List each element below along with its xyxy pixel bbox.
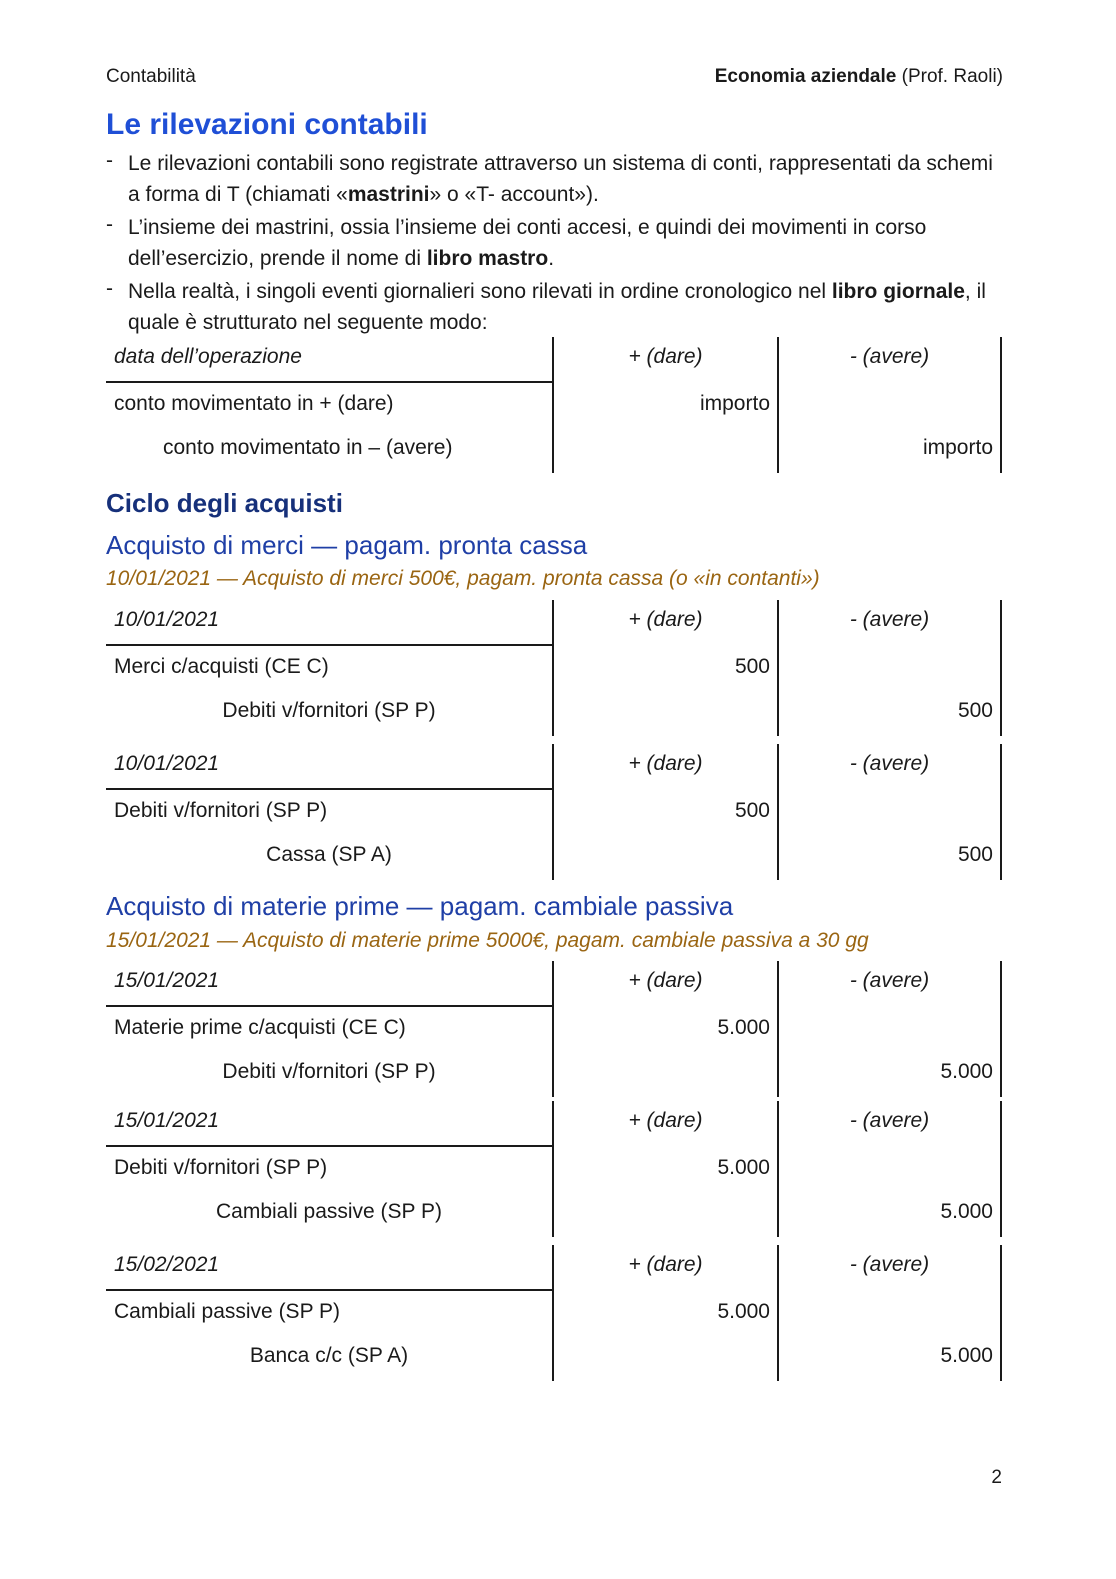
journal-entry <box>106 1101 1002 1237</box>
dare-label: + (dare) <box>628 1253 703 1276</box>
example-text: 15/01/2021 — Acquisto di materie prime 5000€, pagam. cambiale passiva a 30 gg <box>106 929 869 952</box>
debit-account: Debiti v/fornitori (SP P) <box>114 799 328 822</box>
bullet-dash: - <box>106 213 113 236</box>
header-right <box>715 66 1003 88</box>
dare-amount: 500 <box>734 799 770 822</box>
bullet-list <box>106 148 1006 340</box>
credit-account: Cambiali passive (SP P) <box>215 1200 443 1223</box>
dare-amount: 5.000 <box>717 1156 770 1179</box>
avere-amount: 500 <box>957 699 993 722</box>
bullet-item: - Le rilevazioni contabili sono registrate attraverso un sistema di conti, rappresentati da schemi a forma di T (chiamati «mastrini» o «T- account»). <box>106 148 1006 210</box>
entry-date: 15/01/2021 <box>114 969 220 992</box>
entry-date: 15/02/2021 <box>114 1253 220 1276</box>
avere-label: - (avere) <box>849 752 930 775</box>
bullet-item: - Nella realtà, i singoli eventi giornalieri sono rilevati in ordine cronologico nel libro giornale, il quale è strutturato nel seguente modo: <box>106 276 1006 338</box>
example-text: 10/01/2021 — Acquisto di merci 500€, pagam. pronta cassa (o «in contanti») <box>106 567 820 590</box>
dare-amount: 5.000 <box>717 1300 770 1323</box>
dare-label: + (dare) <box>628 1109 703 1132</box>
schema-dare: + (dare) <box>628 345 703 368</box>
dare-label: + (dare) <box>628 969 703 992</box>
avere-label: - (avere) <box>849 1253 930 1276</box>
bullet-dash: - <box>106 149 113 172</box>
avere-label: - (avere) <box>849 969 930 992</box>
journal-entry <box>106 1245 1002 1381</box>
page-title: Le rilevazioni contabili <box>106 108 428 141</box>
dare-amount: 500 <box>734 655 770 678</box>
entry-date: 15/01/2021 <box>114 1109 220 1132</box>
debit-account: Cambiali passive (SP P) <box>114 1300 341 1323</box>
schema-amount-dare: importo <box>699 392 770 415</box>
header-professor: (Prof. Raoli) <box>896 66 1003 87</box>
avere-amount: 5.000 <box>940 1060 993 1083</box>
schema-debit: conto movimentato in + (dare) <box>114 392 394 415</box>
credit-account: Banca c/c (SP A) <box>249 1344 409 1367</box>
subsection-title: Acquisto di materie prime — pagam. cambiale passiva <box>106 891 734 921</box>
credit-account: Debiti v/fornitori (SP P) <box>222 1060 436 1083</box>
bullet-item: - L’insieme dei mastrini, ossia l’insieme dei conti accesi, e quindi dei movimenti in corso dell’esercizio, prende il nome di libro mastro. <box>106 212 1006 274</box>
avere-label: - (avere) <box>849 608 930 631</box>
dare-label: + (dare) <box>628 608 703 631</box>
schema-date: data dell’operazione <box>114 345 302 368</box>
journal-entry <box>106 961 1002 1097</box>
debit-account: Materie prime c/acquisti (CE C) <box>114 1016 406 1039</box>
subsection-title: Acquisto di merci — pagam. pronta cassa <box>106 530 588 560</box>
header-course: Economia aziendale <box>714 66 897 87</box>
avere-amount: 5.000 <box>940 1200 993 1223</box>
debit-account: Merci c/acquisti (CE C) <box>114 655 329 678</box>
schema-amount-avere: importo <box>922 436 993 459</box>
journal-entry <box>106 600 1002 736</box>
avere-label: - (avere) <box>849 1109 930 1132</box>
avere-amount: 5.000 <box>940 1344 993 1367</box>
debit-account: Debiti v/fornitori (SP P) <box>114 1156 328 1179</box>
credit-account: Cassa (SP A) <box>266 843 392 866</box>
schema-credit: conto movimentato in – (avere) <box>163 436 453 459</box>
dare-label: + (dare) <box>628 752 703 775</box>
dare-amount: 5.000 <box>717 1016 770 1039</box>
page-number: 2 <box>991 1467 1002 1488</box>
journal-schema <box>106 337 1002 473</box>
section-title: Ciclo degli acquisti <box>106 488 343 518</box>
entry-date: 10/01/2021 <box>114 608 220 631</box>
bullet-dash: - <box>106 277 113 300</box>
journal-entry <box>106 744 1002 880</box>
entry-date: 10/01/2021 <box>114 752 220 775</box>
avere-amount: 500 <box>957 843 993 866</box>
schema-avere: - (avere) <box>849 345 930 368</box>
header-left: Contabilità <box>106 66 196 87</box>
credit-account: Debiti v/fornitori (SP P) <box>222 699 436 722</box>
